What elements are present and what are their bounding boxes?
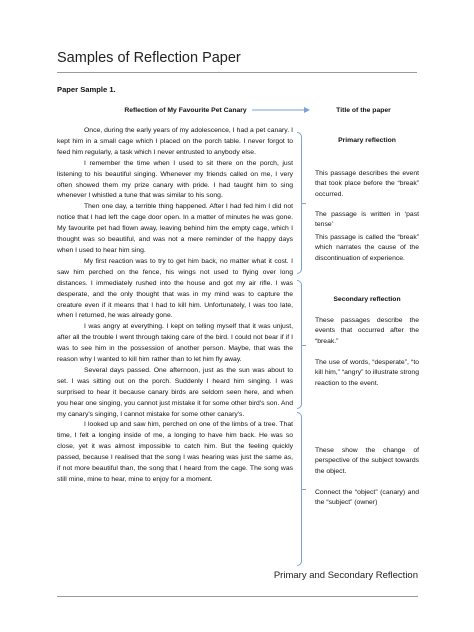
secondary-note-4-block [315,488,419,509]
header-divider [57,72,417,73]
secondary-note-1: These passages describe the events that occurred after the “break.” [315,317,419,345]
footer-divider [57,596,418,597]
sample-label: Paper Sample 1. [57,85,116,94]
title-annotation: Title of the paper [336,107,391,114]
secondary-note-3: These show the change of perspective of the subject towards the object. [315,447,419,475]
secondary-note-2: The use of words, “desperate”, “to kill him,” “angry” to illustrate strong reaction to the event. [315,359,419,387]
primary-note-1-block [315,169,419,200]
secondary-reflection-bracket-2 [297,412,302,566]
page-title: Samples of Reflection Paper [57,50,241,66]
essay-title: Reflection of My Favourite Pet Canary [124,107,247,114]
essay-body [57,126,293,486]
arrow-right-icon [252,105,310,115]
essay-paragraph-6: Several days passed. One afternoon, just as the sun was about to set. I was sitting out on the porch. Suddenly I heard him singing. I was surprised to hear it because canary birds are seldom seen here, and when you hear one singing, you cannot just mistake it for some other bird's son. And my canary's singing, I cannot mistake for some other canary's. [57,366,293,418]
primary-reflection-bracket [297,132,302,274]
page-footer: Primary and Secondary Reflection [273,570,418,581]
essay-paragraph-1: Once, during the early years of my adolescence, I had a pet canary. I kept him in a small cage which I placed on the porch table. I never forgot to feed him regularly, a task which I never entrusted to anybody else. [57,127,293,156]
secondary-note-4: Connect the “object” (canary) and the “subject” (owner) [315,489,419,507]
essay-paragraph-7: I looked up and saw him, perched on one of the limbs of a tree. That time, I felt a longing inside of me, a longing to have him back. He was so close, yet it was almost impossible to catch him. But the feeling quickly passed, because I realised that the song I was hearing was just the same as, if not more beautiful than, the song that I heard from the cage. The song was still mine, mine to hear, mine to enjoy for a moment. [57,421,293,483]
primary-reflection-heading-block [315,137,419,144]
secondary-note-2-block [315,358,419,389]
essay-paragraph-2: I remember the time when I used to sit there on the porch, just listening to his beautiful singing. Whenever my friends called on me, I very often showed them my prize canary with pride. I had taught him to sing whenever I whistled a tune that was similar to his song. [57,159,293,200]
secondary-note-3-block [315,446,419,477]
primary-note-2: The passage is written in ‘past tense’ [315,211,419,229]
primary-note-1: This passage describes the event that took place before the “break” occurred. [315,170,419,198]
essay-paragraph-4: My first reaction was to try to get him back, no matter what it cost. I saw him perched on the fence, his wings not used to flying over long distances. I immediately rushed into the house and got my air rifle. I was desperate, and the only thought that was in my mind was to capture the creature even if it means that I had to kill him. Unfortunately, I was too late, when I returned, he was already gone. [57,257,293,320]
essay-paragraph-3: Then one day, a terrible thing happened. After I had fed him I did not notice that I had left the cage door open. In a matter of minutes he was gone. My favourite pet had flown away, leaving behind him the empty cage, which I thought was so beautiful, and was not a mere reminder of the happy days when I used to hear him sing. [57,203,293,254]
primary-reflection-heading: Primary reflection [338,137,396,144]
primary-note-3: This passage is called the “break” which narrates the cause of the discontinuation of experience. [315,234,419,262]
primary-note-2-block [315,210,419,231]
essay-paragraph-5: I was angry at everything. I kept on telling myself that it was unjust, after all the trouble I went through taking care of the bird. I could not bear if if I was to see him in the possession of another person. Maybe, that was the reason why I wanted to kill him rather than to let him fly away. [57,323,293,364]
secondary-reflection-heading-block [315,296,419,303]
secondary-note-1-block [315,316,419,347]
secondary-reflection-heading: Secondary reflection [333,296,401,303]
secondary-reflection-bracket-1 [297,280,302,409]
primary-note-3-block [315,233,419,264]
